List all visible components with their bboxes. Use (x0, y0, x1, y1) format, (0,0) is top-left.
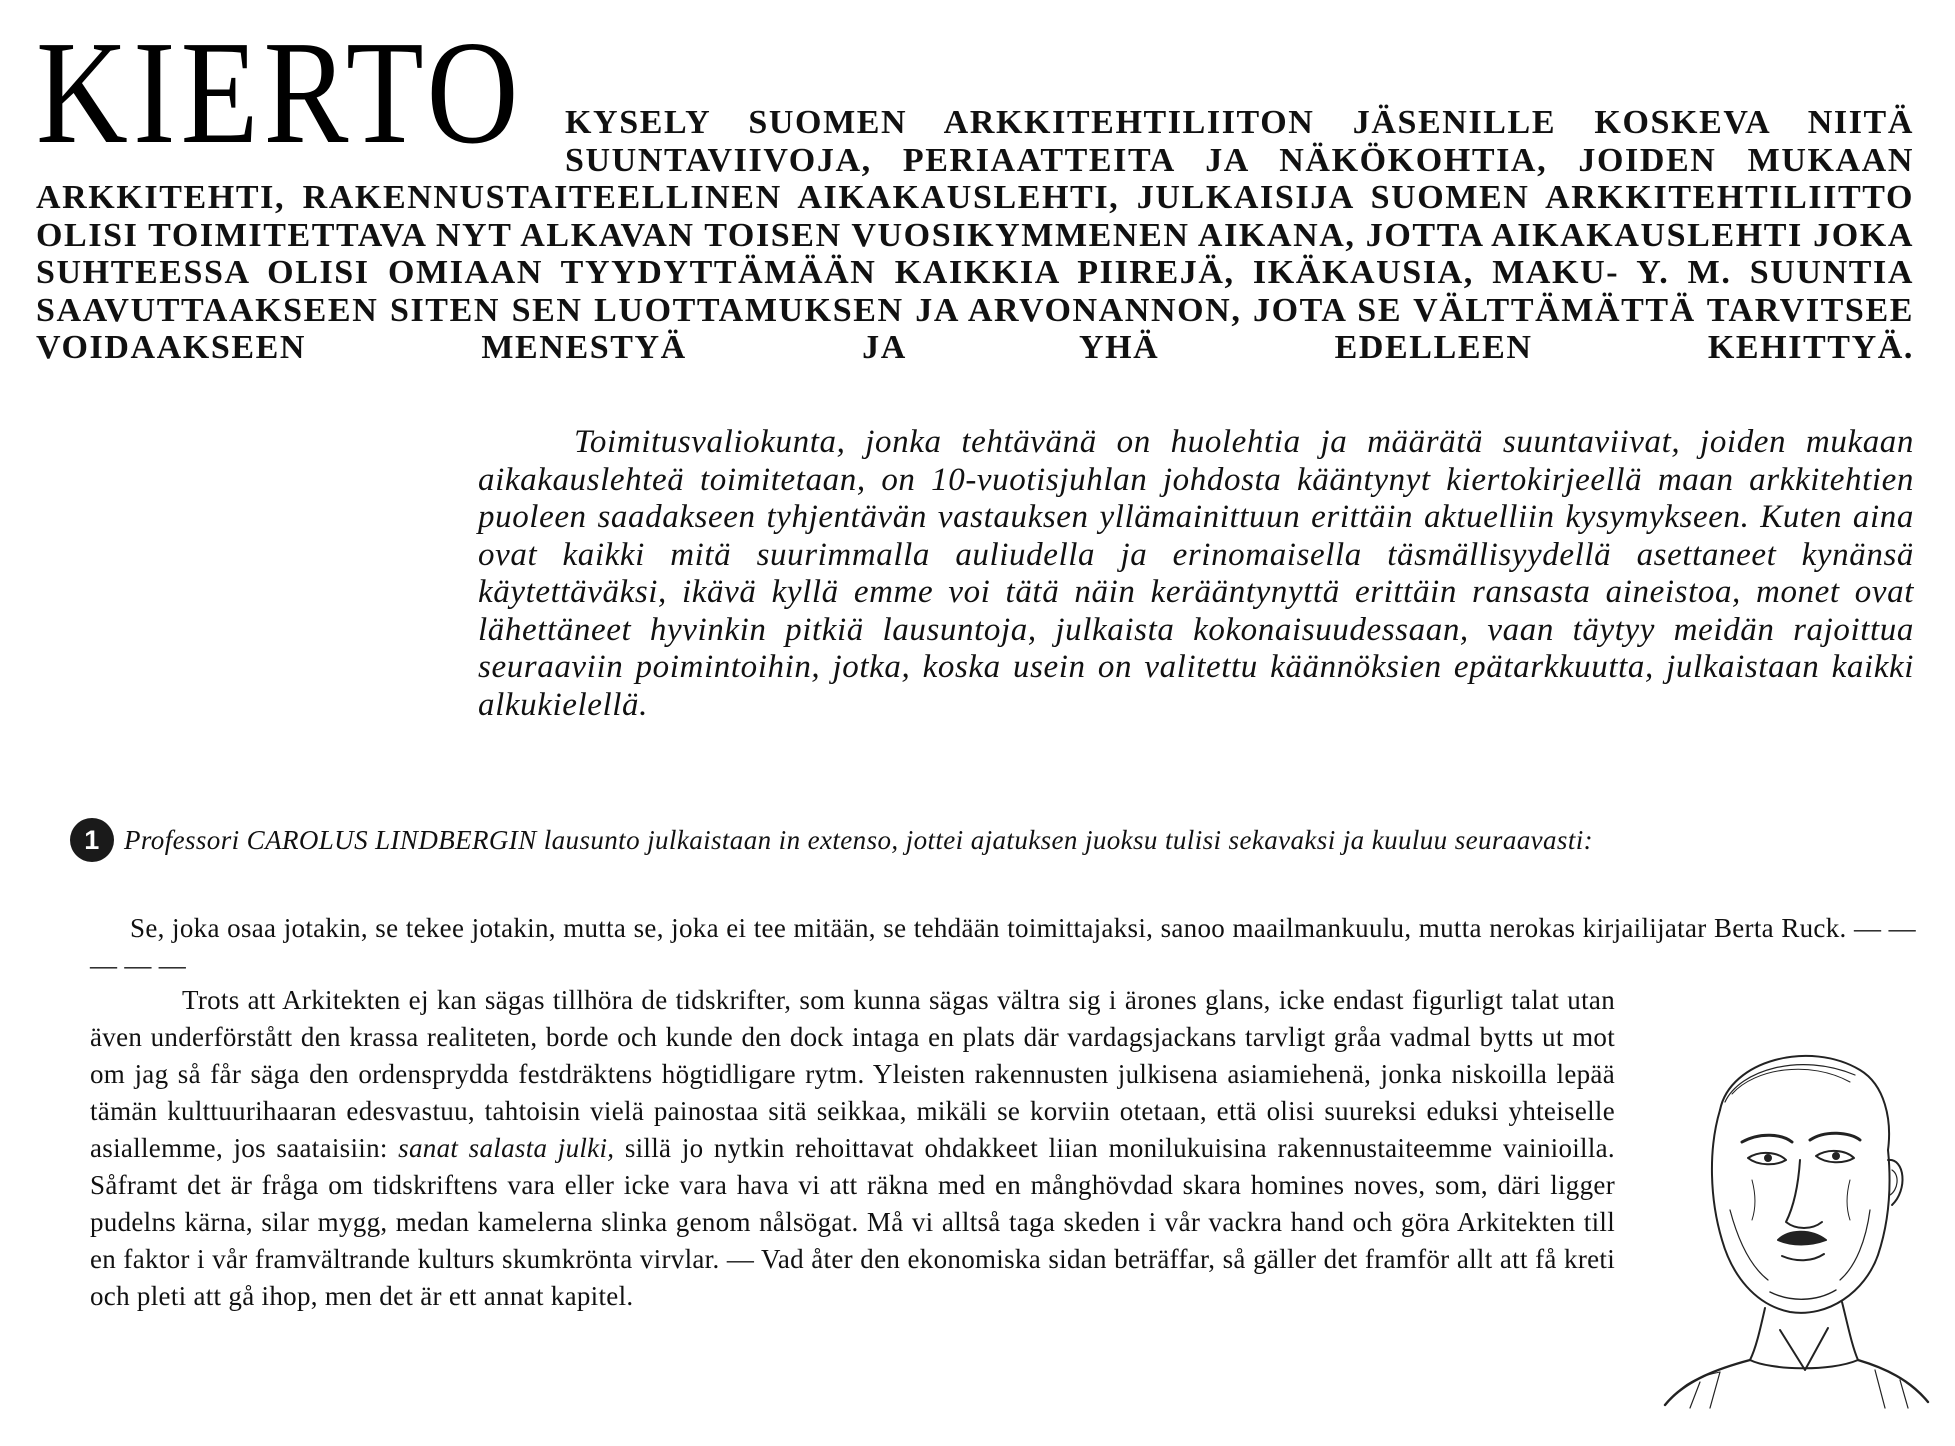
body-paragraph (90, 982, 1615, 1315)
section-heading (70, 824, 1918, 862)
quote-paragraph: Se, joka osaa jotakin, se tekee jotakin, mutta se, joka ei tee mitään, se tehdään toimittajaksi, sanoo maailmankuulu, mutta nerokas kirjailijatar Berta Ruck. — — — — — (90, 913, 1916, 980)
section-heading-text: Professori CAROLUS LINDBERGIN lausunto julkaistaan in extenso, jottei ajatuksen juoksu tulisi sekavaksi ja kuuluu seuraavasti: (124, 825, 1594, 856)
body-text-italic: sanat salasta julki, (398, 1133, 615, 1163)
body-text-part2: sillä jo nytkin rehoittavat ohdakkeet liian monilukuisina rakennustaiteemme vainioilla. Såframt det är fråga om tidskriftens vara eller icke vara hava vi att räkna med en månghövdad skara homines noves, som, däri ligger pudelns kärna, silar mygg, medan kamelerna slinka genom nålsögat. Må vi alltså taga skeden i vår vackra hand och göra Arkitekten till en faktor i vår framvältrande kulturs skumkrönta virvlar. — Vad åter den ekonomiska sidan beträffar, så gäller det framför allt att få kreti och pleti att gå ihop, men det är ett annat kapitel. (90, 1133, 1615, 1311)
section-number-badge: 1 (70, 818, 114, 862)
header-question: KYSELY SUOMEN ARKKITEHTILIITON JÄSENILLE KOSKEVA NIITÄ SUUNTAVIIVOJA, PERIAATTEITA JA NÄKÖKOHTIA, JOIDEN MUKAAN ARKKITEHTI, RAKENNUSTAITEELLINEN AIKAKAUSLEHTI, JULKAISIJA SUOMEN ARKKITEHTILIITTO OLISI TOIMITETTAVA NYT ALKAVAN TOISEN VUOSIKYMMENEN AIKANA, JOTTA AIKAKAUSLEHTI JOKA SUHTEESSA OLISI OMIAAN TYYDYTTÄMÄÄN KAIKKIA PIIREJÄ, IKÄKAUSIA, MAKU- Y. M. SUUNTIA SAAVUTTAAKSEEN SITEN SEN LUOTTAMUKSEN JA ARVONANNON, JOTA SE VÄLTTÄMÄTTÄ TARVITSEE VOIDAAKSEEN MENESTYÄ JA YHÄ EDELLEEN KEHITTYÄ. (36, 104, 1914, 366)
intro-paragraph: Toimitusvaliokunta, jonka tehtävänä on huolehtia ja määrätä suuntaviivat, joiden mukaan aikakauslehteä toimitetaan, on 10-vuotisjuhlan johdosta kääntynyt kiertokirjeellä maan arkkitehtien puoleen saadakseen tyhjentävän vastauksen yllämainittuun erittäin aktuelliin kysymykseen. Kuten aina ovat kaikki mitä suurimmalla auliudella ja erinomaisella täsmällisyydellä asettaneet kynänsä käytettäväksi, ikävä kyllä emme voi tätä näin kerääntynyttä erittäin ransasta aineistoa, monet ovat lähettäneet hyvinkin pitkiä lausuntoja, julkaista kokonaisuudessaan, vaan täytyy meidän rajoittua seuraaviin poimintoihin, jotka, koska usein on valitettu käännöksien epätarkkuutta, julkaistaan kaikki alkukielellä. (478, 424, 1914, 723)
body-text-part1: Trots att Arkitekten ej kan sägas tillhöra de tidskrifter, som kunna sägas vältra sig i ärones glans, icke endast figurligt talat utan även underförstått den krassa realiteten, borde och kunde den dock intaga en plats där vardagsjackans tarvligt gråa vadmal bytts ut mot om jag så får säga den ordensprydda festdräktens högtidligare rytm. Yleisten rakennusten julkisena asiamiehenä, jonka niskoilla lepää tämän kulttuurihaaran edesvastuu, tahtoisin vielä painostaa sitä seikkaa, mikäli se korviin otetaan, että olisi suureksi eduksi yhteiselle asiallemme, jos saataisiin: (90, 985, 1615, 1163)
portrait-sketch (1660, 1030, 1930, 1410)
page-title: KIERTO (36, 11, 524, 175)
header-block (36, 11, 1914, 367)
